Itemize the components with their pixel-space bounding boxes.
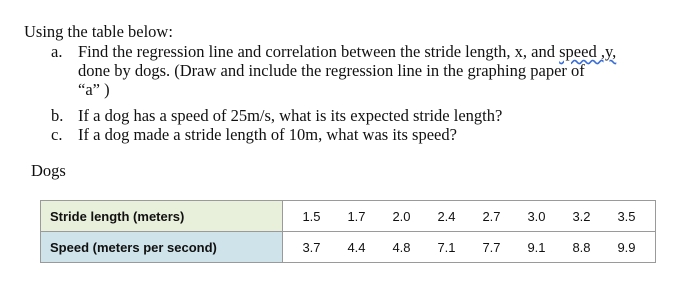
table-cell: 3.2 [572,208,591,224]
table-cell: 3.7 [302,239,321,255]
dogs-data-table [40,200,656,263]
table-cell: 2.0 [392,208,411,224]
question-a-letter: a. [51,42,63,61]
table-row-stride-length [41,201,656,232]
table-cell: 3.5 [617,208,636,224]
question-a-text [78,42,648,99]
table-cell: 8.8 [572,239,591,255]
question-c-letter: c. [51,125,63,144]
question-b-text: If a dog has a speed of 25m/s, what is its expected stride length? [78,106,503,125]
table-cell: 9.1 [527,239,546,255]
question-c-text: If a dog made a stride length of 10m, what was its speed? [78,125,457,144]
question-b-letter: b. [51,106,64,125]
table-cell: 4.4 [347,239,366,255]
question-a-line-3: “a” ) [78,80,110,99]
row-header-stride-length: Stride length (meters) [41,201,283,232]
table-cell: 7.1 [437,239,456,255]
table-cell: 1.7 [347,208,366,224]
table-cell: 1.5 [302,208,321,224]
question-a-line-1 [78,42,648,61]
speed-y-term: speed ,y, [559,42,617,61]
table-cell: 2.7 [482,208,501,224]
question-a-line-2: done by dogs. (Draw and include the regression line in the graphing paper of [78,61,585,80]
row-header-speed: Speed (meters per second) [41,232,283,263]
table-cell: 2.4 [437,208,456,224]
table-cell: 4.8 [392,239,411,255]
question-a-line-1-text: Find the regression line and correlation between the stride length, x, and [78,42,555,61]
section-title: Dogs [31,161,66,180]
table-cell: 3.0 [527,208,546,224]
table-row-speed [41,232,656,263]
table-cell: 9.9 [617,239,636,255]
row-values-stride-length [283,201,656,232]
intro-text: Using the table below: [24,22,173,41]
row-values-speed [283,232,656,263]
table-cell: 7.7 [482,239,501,255]
